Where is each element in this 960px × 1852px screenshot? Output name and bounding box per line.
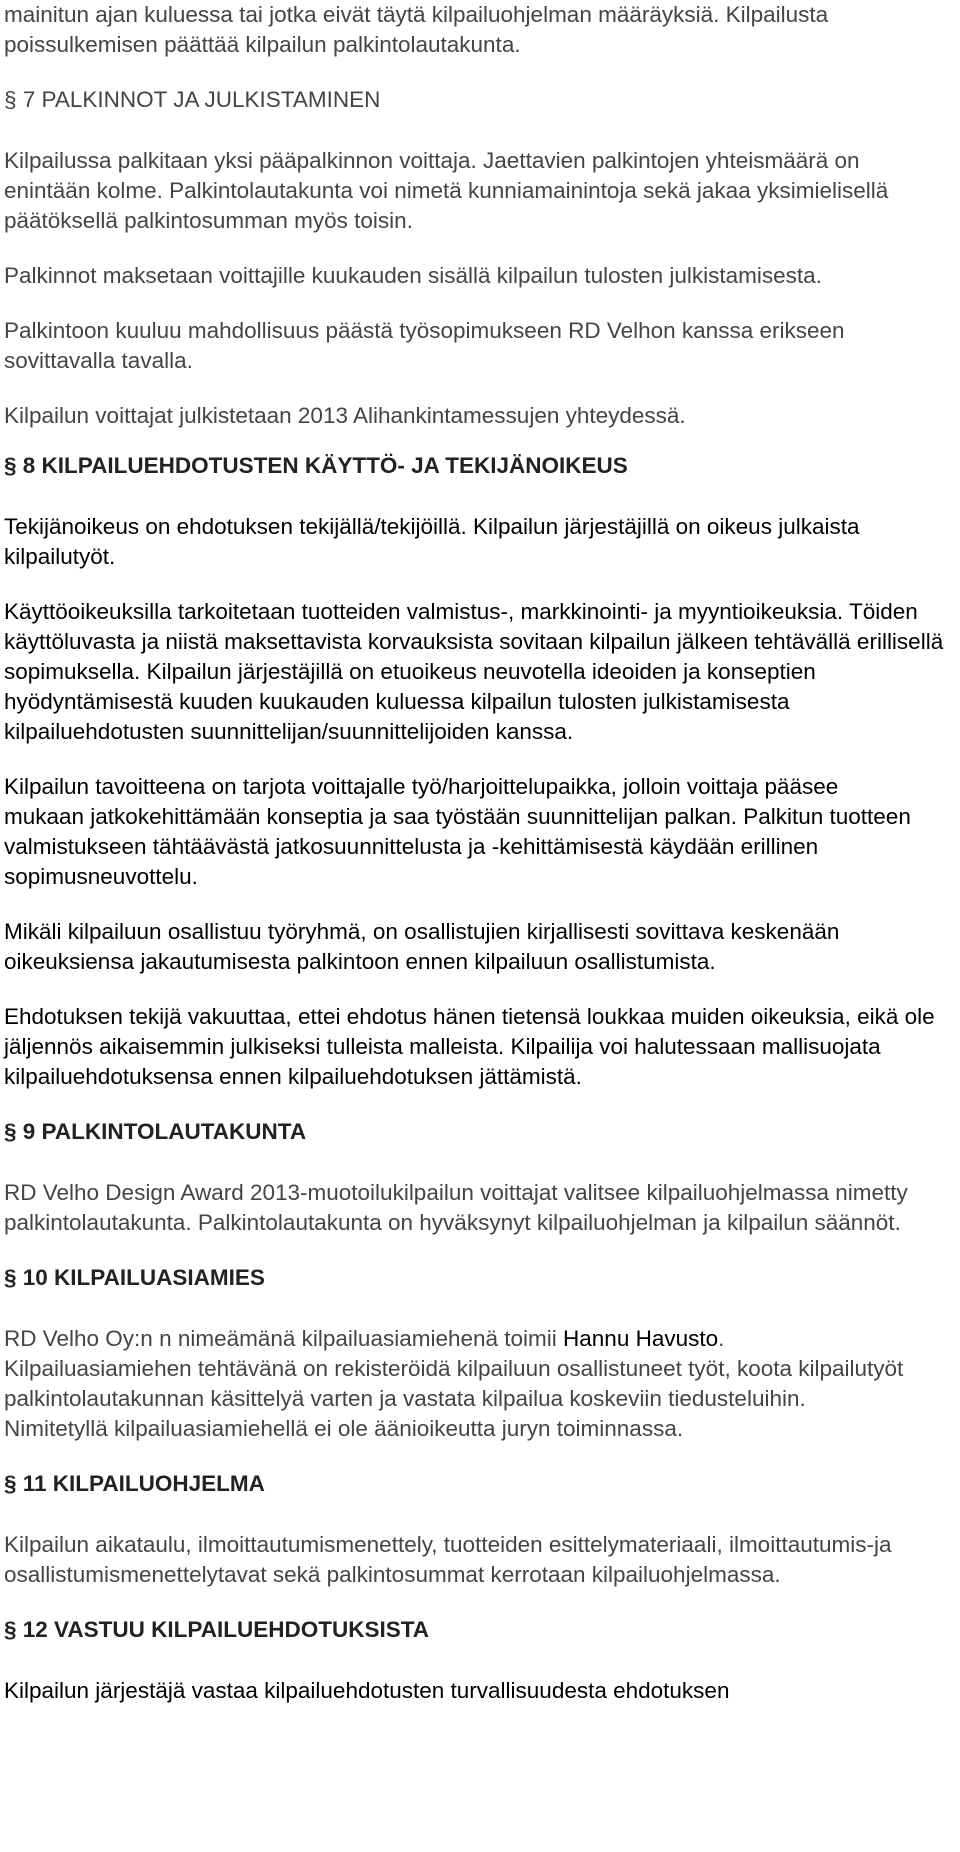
section-8-paragraph-3: Kilpailun tavoitteena on tarjota voittajalle työ/harjoittelupaikka, jolloin voittaja pääsee mukaan jatkokehittämään konseptia ja saa työstään suunnittelijan palkan. Palkitun tuotteen valmistukseen tähtäävästä jatkosuunnittelusta ja -kehittämisestä käydään erillinen sopimusneuvottelu. bbox=[4, 774, 911, 889]
section-11-paragraph-1: Kilpailun aikataulu, ilmoittautumismenettely, tuotteiden esittelymateriaali, ilmoittautumis-ja osallistumismenettelytavat sekä palkintosummat kerrotaan kilpailuohjelmassa. bbox=[4, 1532, 892, 1587]
section-7-paragraph-2: Palkinnot maksetaan voittajille kuukauden sisällä kilpailun tulosten julkistamisesta. bbox=[4, 263, 822, 288]
section-7-paragraph-1: Kilpailussa palkitaan yksi pääpalkinnon voittaja. Jaettavien palkintojen yhteismäärä on enintään kolme. Palkintolautakunta voi nimetä kunniamainintoja sekä jakaa yksimielisellä päätöksellä palkintosumman myös toisin. bbox=[4, 148, 889, 233]
section-9-heading: § 9 PALKINTOLAUTAKUNTA bbox=[4, 1119, 307, 1144]
section-8-paragraph-5: Ehdotuksen tekijä vakuuttaa, ettei ehdotus hänen tietensä loukkaa muiden oikeuksia, eikä ole jäljennös aikaisemmin julkiseksi tulleista malleista. Kilpailija voi halutessaan mallisuojata kilpailuehdotuksensa ennen kilpailuehdotuksen jättämistä. bbox=[4, 1004, 935, 1089]
section-8-paragraph-1: Tekijänoikeus on ehdotuksen tekijällä/tekijöillä. Kilpailun järjestäjillä on oikeus julkaista kilpailutyöt. bbox=[4, 514, 860, 569]
section-8-paragraph-4: Mikäli kilpailuun osallistuu työryhmä, on osallistujien kirjallisesti sovittava keskenään oikeuksiensa jakautumisesta palkintoon ennen kilpailuun osallistumista. bbox=[4, 919, 840, 974]
section-7-paragraph-3: Palkintoon kuuluu mahdollisuus päästä työsopimukseen RD Velhon kanssa erikseen sovittavalla tavalla. bbox=[4, 318, 845, 373]
section-7-paragraph-4: Kilpailun voittajat julkistetaan 2013 Alihankintamessujen yhteydessä. bbox=[4, 403, 686, 428]
section-8-paragraph-2: Käyttöoikeuksilla tarkoitetaan tuotteiden valmistus-, markkinointi- ja myyntioikeuksia. Töiden käyttöluvasta ja niistä maksettavista korvauksista sovitaan kilpailun jälkeen tehtävällä erillisellä sopimuksella. Kilpailun järjestäjillä on etuoikeus neuvotella ideoiden ja konseptien hyödyntämisestä kuuden kuukauden kuluessa kilpailun tulosten julkistamisesta kilpailuehdotusten suunnittelijan/suunnittelijoiden kanssa. bbox=[4, 599, 944, 744]
section-8 bbox=[4, 451, 954, 1092]
asiamies-name: Hannu Havusto bbox=[563, 1326, 719, 1351]
section-10-heading: § 10 KILPAILUASIAMIES bbox=[4, 1265, 265, 1290]
section-8-heading: § 8 KILPAILUEHDOTUSTEN KÄYTTÖ- JA TEKIJÄNOIKEUS bbox=[4, 453, 628, 478]
section-12-heading: § 12 VASTUU KILPAILUEHDOTUKSISTA bbox=[4, 1617, 430, 1642]
section-7 bbox=[4, 85, 954, 431]
top-paragraph: mainitun ajan kuluessa tai jotka eivät täytä kilpailuohjelman määräyksiä. Kilpailusta poissulkemisen päättää kilpailun palkintolautakunta. bbox=[4, 2, 829, 57]
section-10-paragraph-1 bbox=[4, 1324, 914, 1444]
section-11 bbox=[4, 1469, 954, 1590]
section-9-paragraph-1: RD Velho Design Award 2013-muotoilukilpailun voittajat valitsee kilpailuohjelmassa nimetty palkintolautakunta. Palkintolautakunta on hyväksynyt kilpailuohjelman ja kilpailun säännöt. bbox=[4, 1180, 908, 1235]
section-12 bbox=[4, 1615, 954, 1706]
section-10-text-start: RD Velho Oy:n n nimeämänä kilpailuasiamiehenä toimii bbox=[4, 1326, 564, 1351]
section-11-heading: § 11 KILPAILUOHJELMA bbox=[4, 1471, 265, 1496]
section-12-paragraph-1: Kilpailun järjestäjä vastaa kilpailuehdotusten turvallisuudesta ehdotuksen bbox=[4, 1678, 730, 1703]
section-7-heading: § 7 PALKINNOT JA JULKISTAMINEN bbox=[4, 87, 381, 112]
document-page bbox=[4, 0, 954, 1706]
section-10-text-end: . Kilpailuasiamiehen tehtävänä on rekisteröidä kilpailuun osallistuneet työt, koota kilpailutyöt palkintolautakunnan käsittelyä varten ja vastata kilpailua koskeviin tiedusteluihin. Nimitetyllä kilpailuasiamiehellä ei ole äänioikeutta juryn toiminnassa. bbox=[4, 1326, 904, 1441]
section-9 bbox=[4, 1117, 954, 1238]
section-10 bbox=[4, 1263, 954, 1444]
